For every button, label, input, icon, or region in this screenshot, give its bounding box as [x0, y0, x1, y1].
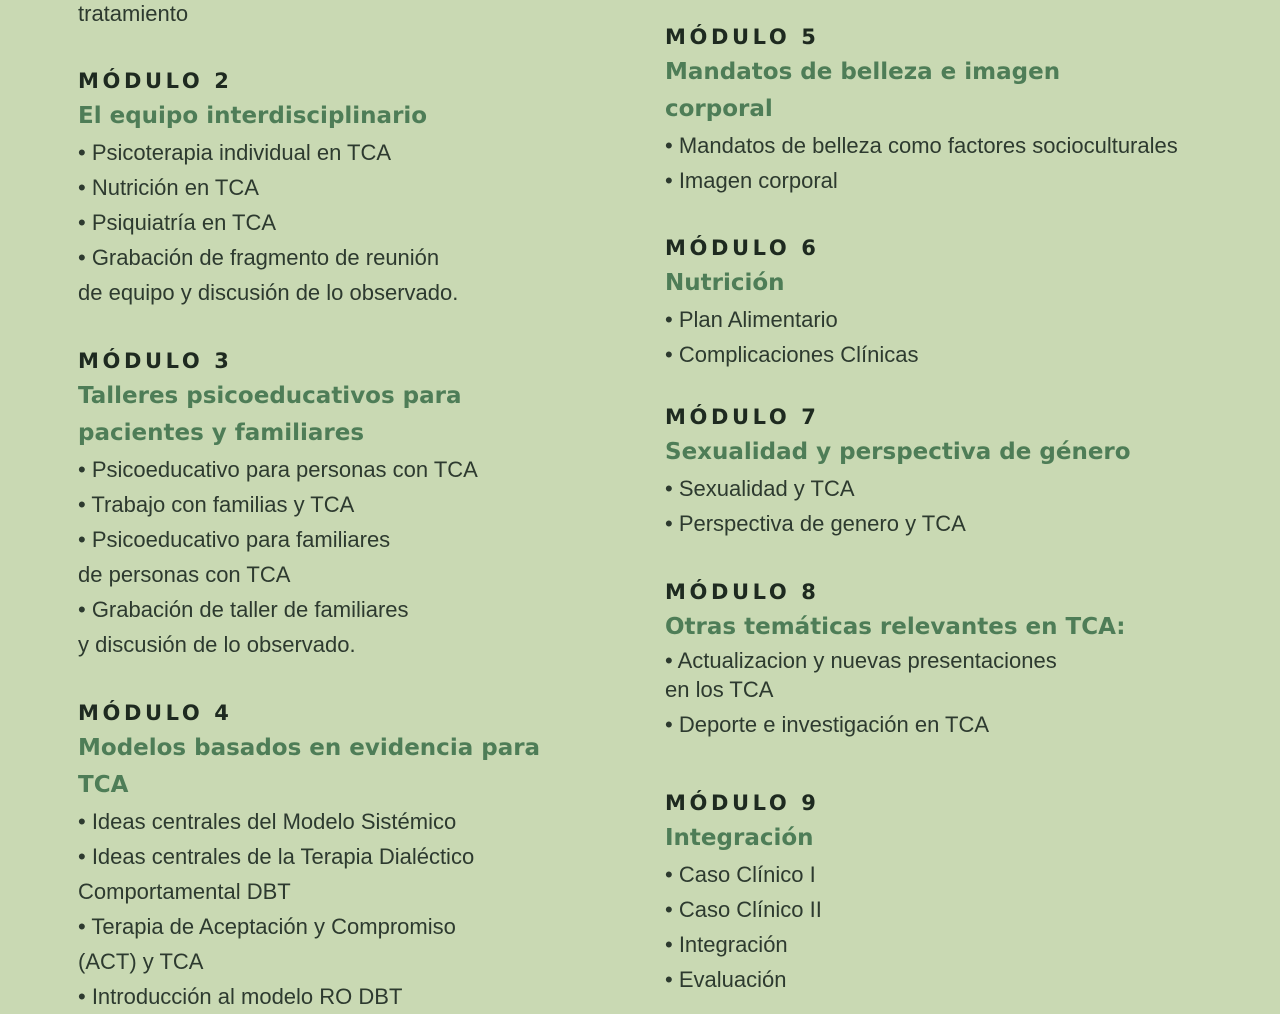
topic-item: • Integración — [665, 932, 788, 957]
topic-item: • Sexualidad y TCA — [665, 476, 855, 501]
module-kicker: MÓDULO 4 — [78, 701, 233, 725]
module-6 — [665, 231, 1265, 372]
topic-item: • Psiquiatría en TCA — [78, 210, 277, 235]
topic-item: • Evaluación — [665, 967, 787, 992]
topic-item: • Ideas centrales del Modelo Sistémico — [78, 809, 457, 834]
topic-item: • Mandatos de belleza como factores socioculturales — [665, 133, 1178, 158]
topic-item: • Actualizacion y nuevas presentaciones en los TCA — [665, 648, 1057, 702]
topic-item: • Terapia de Aceptación y Compromiso (ACT) y TCA — [78, 914, 456, 974]
module-3 — [78, 344, 538, 662]
module-7 — [665, 400, 1265, 541]
module-title: Otras temáticas relevantes en TCA: — [665, 614, 1126, 640]
module-topic-list — [78, 452, 598, 662]
module-topic-list — [665, 302, 1265, 372]
topic-item: • Psicoeducativo para familiares de personas con TCA — [78, 527, 391, 587]
module-topic-list — [665, 646, 1265, 739]
module-9 — [665, 786, 1265, 997]
module-kicker: MÓDULO 5 — [665, 25, 820, 49]
module-title: Talleres psicoeducativos para pacientes y familiares — [78, 383, 462, 446]
topic-item: • Caso Clínico I — [665, 862, 816, 887]
module-8 — [665, 575, 1265, 739]
topic-item: • Plan Alimentario — [665, 307, 838, 332]
topic-item: • Ideas centrales de la Terapia Dialéctico Comportamental DBT — [78, 844, 475, 904]
topic-item: • Complicaciones Clínicas — [665, 342, 919, 367]
module-title: Sexualidad y perspectiva de género — [665, 439, 1131, 465]
module-kicker: MÓDULO 9 — [665, 791, 820, 815]
module-topic-list — [78, 804, 598, 1014]
topic-item: • Grabación de fragmento de reunión de equipo y discusión de lo observado. — [78, 245, 459, 305]
topic-item: • Introducción al modelo RO DBT — [78, 984, 403, 1009]
module-title: Modelos basados en evidencia para TCA — [78, 735, 541, 798]
topic-item: • Trabajo con familias y TCA — [78, 492, 355, 517]
module-4 — [78, 696, 548, 1014]
module-title: El equipo interdisciplinario — [78, 103, 428, 129]
topic-item: • Psicoterapia individual en TCA — [78, 140, 392, 165]
module-topic-list — [665, 128, 1265, 198]
topic-item: • Deporte e investigación en TCA — [665, 712, 990, 737]
module-kicker: MÓDULO 3 — [78, 349, 233, 373]
topic-item: • Psicoeducativo para personas con TCA — [78, 457, 478, 482]
module-kicker: MÓDULO 6 — [665, 236, 820, 260]
module-5 — [665, 20, 1178, 198]
continued-text: tratamiento — [78, 1, 189, 26]
topic-item: • Nutrición en TCA — [78, 175, 259, 200]
module-kicker: MÓDULO 2 — [78, 69, 233, 93]
topic-item: • Caso Clínico II — [665, 897, 822, 922]
topic-item: • Perspectiva de genero y TCA — [665, 511, 966, 536]
module-2 — [78, 64, 598, 310]
topic-item: • Grabación de taller de familiares y discusión de lo observado. — [78, 597, 409, 657]
module-kicker: MÓDULO 7 — [665, 405, 820, 429]
module-topic-list — [78, 135, 598, 310]
module-title: Nutrición — [665, 270, 785, 296]
module-title: Integración — [665, 825, 814, 851]
module-topic-list — [665, 471, 1265, 541]
topic-item: • Imagen corporal — [665, 168, 838, 193]
module-title: Mandatos de belleza e imagen corporal — [665, 59, 1061, 122]
module-kicker: MÓDULO 8 — [665, 580, 820, 604]
module-topic-list — [665, 857, 1265, 997]
